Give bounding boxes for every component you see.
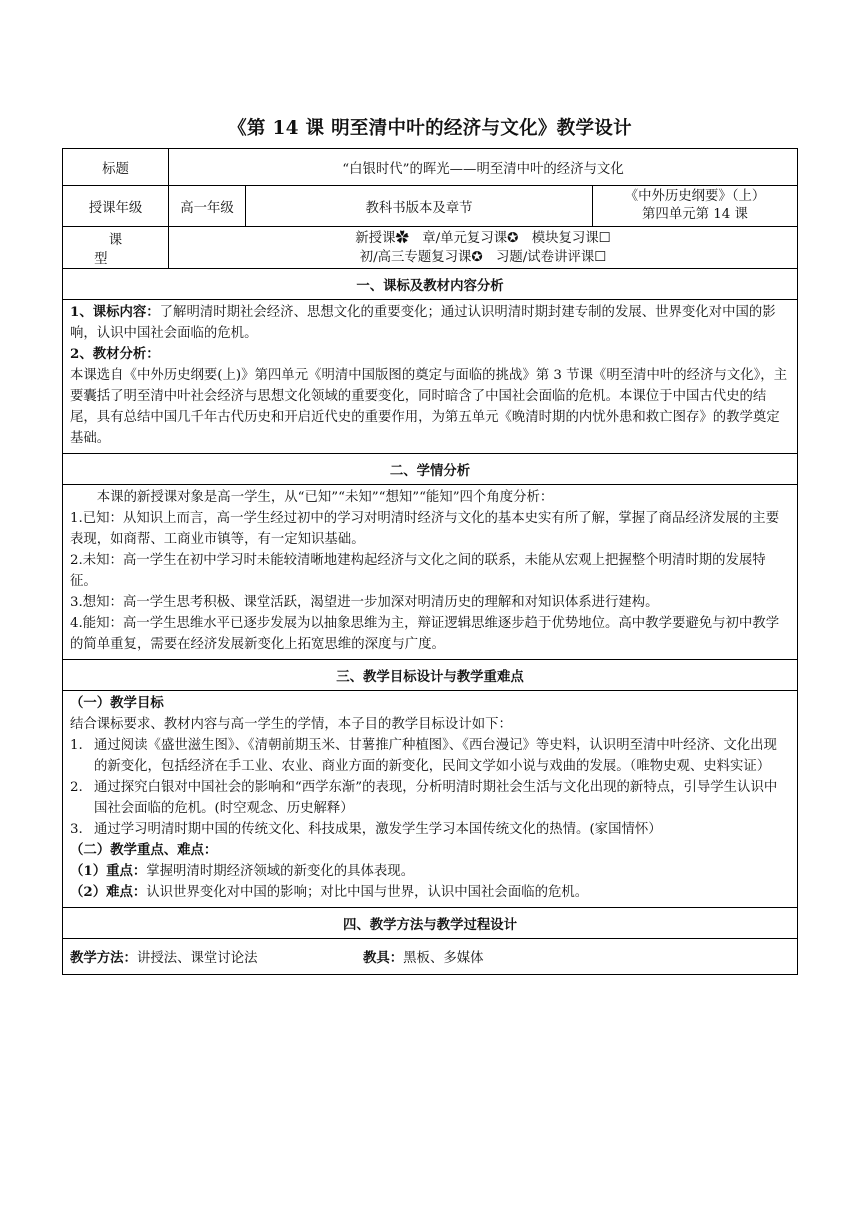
type-options-line1: 新授课✿ 章/单元复习课✪ 模块复习课☐ [355, 230, 611, 246]
learner-item: 1.已知：从知识上而言，高一学生经过初中的学习对明清时经济与文化的基本史实有所了解，掌握了商品经济发展的主要表现，如商帮、工商业市镇等，有一定知识基础。 [70, 511, 780, 547]
section3-heading: 三、教学目标设计与教学重难点 [63, 660, 798, 691]
key-point: （1）重点：掌握明清时期经济领域的新变化的具体表现。 [70, 863, 415, 879]
learner-analysis-intro: 本课的新授课对象是高一学生，从“已知”“未知”“想知”“能知”四个角度分析： [96, 490, 554, 505]
topic-value: “白银时代”的晖光——明至清中叶的经济与文化 [169, 149, 798, 186]
curriculum-standard: 1、课标内容：了解明清时期社会经济、思想文化的重要变化；通过认识明清时期封建专制的发展、世界变化对中国的影响，认识中国社会面临的危机。 [70, 304, 776, 341]
section4-body-row [63, 939, 798, 975]
section4-heading-row [63, 908, 798, 939]
topic-row [63, 149, 798, 186]
section2-heading-row [63, 454, 798, 485]
section1-heading: 一、课标及教材内容分析 [63, 269, 798, 300]
objective-item: 1. 通过阅读《盛世滋生图》、《清朝前期玉米、甘薯推广种植图》、《西台漫记》等史料，认识明至清中叶经济、文化出现的新变化，包括经济在手工业、农业、商业方面的新变化，民间文学如小说与戏曲的发展。（唯物史观、史料实证） [70, 738, 777, 774]
textbook-value [593, 186, 798, 227]
section2-heading: 二、学情分析 [63, 454, 798, 485]
section4-body [63, 939, 798, 975]
key-points-subheading: （二）教学重点、难点： [70, 842, 218, 858]
section1-heading-row [63, 269, 798, 300]
section2-body [63, 485, 798, 660]
grade-label: 授课年级 [63, 186, 169, 227]
learner-item: 3.想知：高一学生思考积极、课堂活跃，渴望进一步加深对明清历史的理解和对知识体系进行建构。 [70, 595, 659, 610]
document-title: 《第 14 课 明至清中叶的经济与文化》教学设计 [228, 118, 632, 139]
textbook-analysis-label: 2、教材分析： [70, 346, 160, 362]
learner-item: 4.能知：高一学生思维水平已逐步发展为以抽象思维为主，辩证逻辑思维逐步趋于优势地位。高中教学要避免与初中教学的简单重复，需要在经济发展新变化上拓宽思维的深度与广度。 [70, 616, 780, 652]
type-label: 课型 [63, 227, 169, 269]
objective-item: 2. 通过探究白银对中国社会的影响和“西学东渐”的表现，分析明清时期社会生活与文化出现的新特点，引导学生认识中国社会面临的危机。(时空观念、历史解释） [70, 780, 778, 816]
grade-value: 高一年级 [169, 186, 246, 227]
teaching-method: 教学方法：讲授法、课堂讨论法 [70, 950, 258, 966]
objectives-intro: 结合课标要求、教材内容与高一学生的学情，本子目的教学目标设计如下： [70, 717, 512, 732]
textbook-name: 《中外历史纲要》（上） [624, 189, 766, 204]
grade-row [63, 186, 798, 227]
difficult-point: （2）难点：认识世界变化对中国的影响；对比中国与世界，认识中国社会面临的危机。 [70, 884, 589, 900]
section3-body-row [63, 691, 798, 908]
learner-item: 2.未知：高一学生在初中学习时未能较清晰地建构起经济与文化之间的联系，未能从宏观上把握整个明清时期的发展特征。 [70, 553, 766, 589]
topic-label: 标题 [63, 149, 169, 186]
type-options-line2: 初/高三专题复习课✪ 习题/试卷讲评课☐ [359, 249, 607, 265]
textbook-label: 教科书版本及章节 [246, 186, 593, 227]
type-row [63, 227, 798, 269]
section1-body-row [63, 300, 798, 454]
objectives-subheading: （一）教学目标 [70, 695, 164, 711]
teaching-tools: 教具：黑板、多媒体 [363, 950, 484, 966]
type-options [169, 227, 798, 269]
objective-item: 3. 通过学习明清时期中国的传统文化、科技成果，激发学生学习本国传统文化的热情。(家国情怀） [70, 822, 662, 837]
lesson-plan-table [62, 148, 798, 975]
section3-heading-row [63, 660, 798, 691]
textbook-chapter: 第四单元第 14 课 [642, 207, 748, 222]
textbook-analysis-text: 本课选自《中外历史纲要(上)》第四单元《明清中国版图的奠定与面临的挑战》第 3 节课《明至清中叶的经济与文化》，主要囊括了明至清中叶社会经济与思想文化领域的重要变化，同时暗含了中国社会面临的危机。本课位于中国古代史的结尾，具有总结中国几千年古代历史和开启近代史的重要作用，为第五单元《晚清时期的内忧外患和救亡图存》的教学奠定基础。 [70, 368, 788, 446]
section2-body-row [63, 485, 798, 660]
section4-heading: 四、教学方法与教学过程设计 [63, 908, 798, 939]
section3-body [63, 691, 798, 908]
section1-body [63, 300, 798, 454]
